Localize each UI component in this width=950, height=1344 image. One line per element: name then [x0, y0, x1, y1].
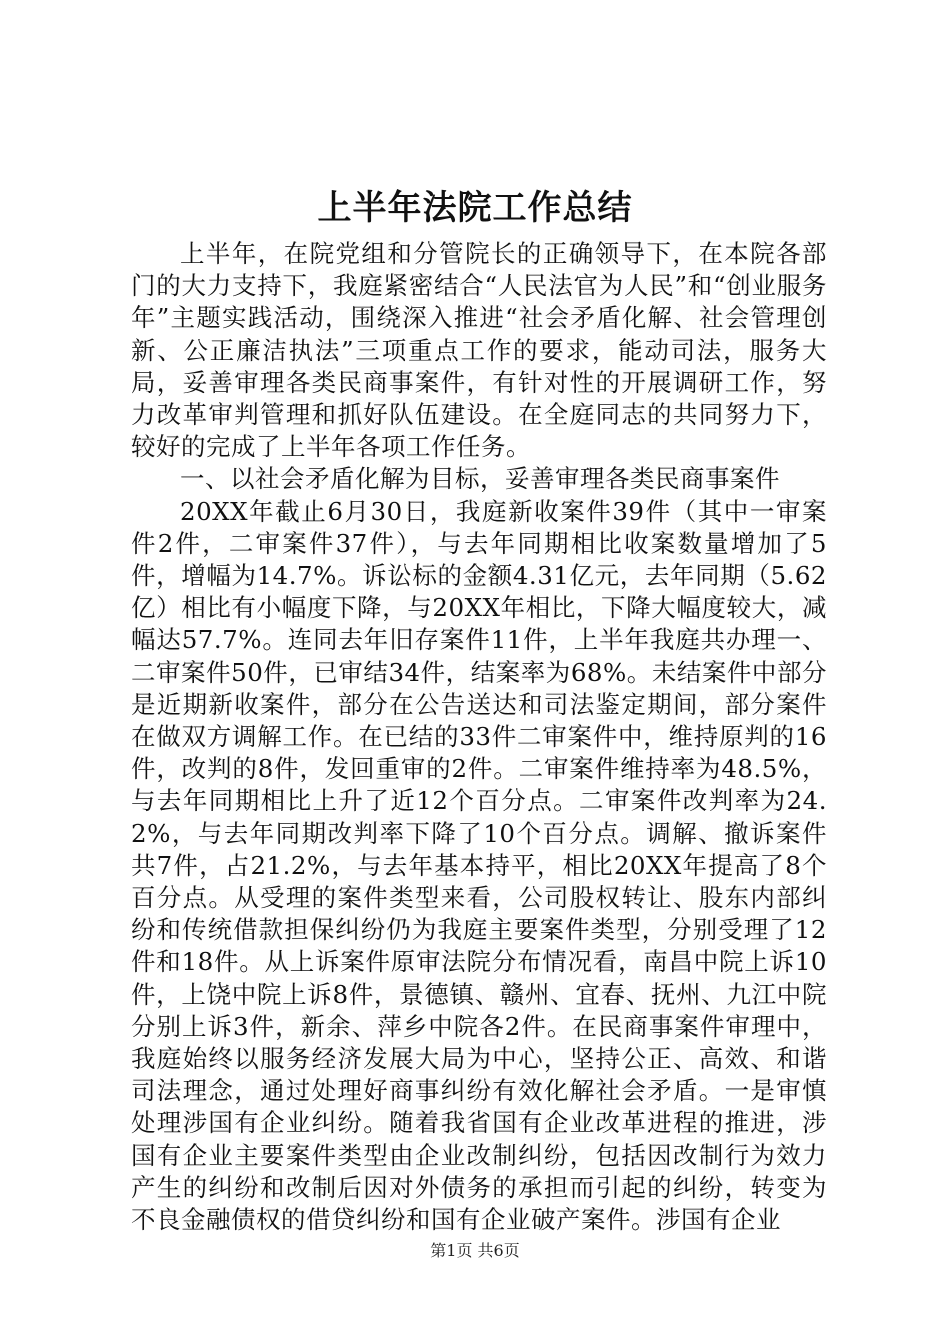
paragraph-intro: 上半年，在院党组和分管院长的正确领导下，在本院各部门的大力支持下，我庭紧密结合“人民法官为人民”和“创业服务年”主题实践活动，围绕深入推进“社会矛盾化解、社会管理创新、公正廉洁执法”三项重点工作的要求，能动司法，服务大局，妥善审理各类民商事案件，有针对性的开展调研工作，努力改革审判管理和抓好队伍建设。在全庭同志的共同努力下，较好的完成了上半年各项工作任务。 — [131, 239, 827, 462]
section-heading-1: 一、以社会矛盾化解为目标，妥善审理各类民商事案件 — [180, 464, 780, 494]
page-footer: 第1页 共6页 — [430, 1241, 520, 1260]
document-title: 上半年法院工作总结 — [317, 188, 633, 228]
document-body — [131, 238, 827, 1236]
paragraph-case-statistics: 20XX年截止6月30日，我庭新收案件39件（其中一审案件2件，二审案件37件），与去年同期相比收案数量增加了5件，增幅为14.7%。诉讼标的金额4.31亿元，去年同期（5.62亿）相比有小幅度下降，与20XX年相比，下降大幅度较大，减幅达57.7%。连同去年旧存案件11件，上半年我庭共办理一、二审案件50件，已审结34件，结案率为68%。未结案件中部分是近期新收案件，部分在公告送达和司法鉴定期间，部分案件在做双方调解工作。在已结的33件二审案件中，维持原判的16件，改判的8件，发回重审的2件。二审案件维持率为48.5%，与去年同期相比上升了近12个百分点。二审案件改判率为24.2%，与去年同期改判率下降了10个百分点。调解、撤诉案件共7件，占21.2%，与去年基本持平，相比20XX年提高了8个百分点。从受理的案件类型来看，公司股权转让、股东内部纠纷和传统借款担保纠纷仍为我庭主要案件类型，分别受理了12件和18件。从上诉案件原审法院分布情况看，南昌中院上诉10件，上饶中院上诉8件，景德镇、赣州、宜春、抚州、九江中院分别上诉3件，新余、萍乡中院各2件。在民商事案件审理中，我庭始终以服务经济发展大局为中心，坚持公正、高效、和谐司法理念，通过处理好商事纠纷有效化解社会矛盾。一是审慎处理涉国有企业纠纷。随着我省国有企业改革进程的推进，涉国有企业主要案件类型由企业改制纠纷，包括因改制行为效力产生的纠纷和改制后因对外债务的承担而引起的纠纷，转变为不良金融债权的借贷纠纷和国有企业破产案件。涉国有企业 — [131, 496, 827, 1235]
